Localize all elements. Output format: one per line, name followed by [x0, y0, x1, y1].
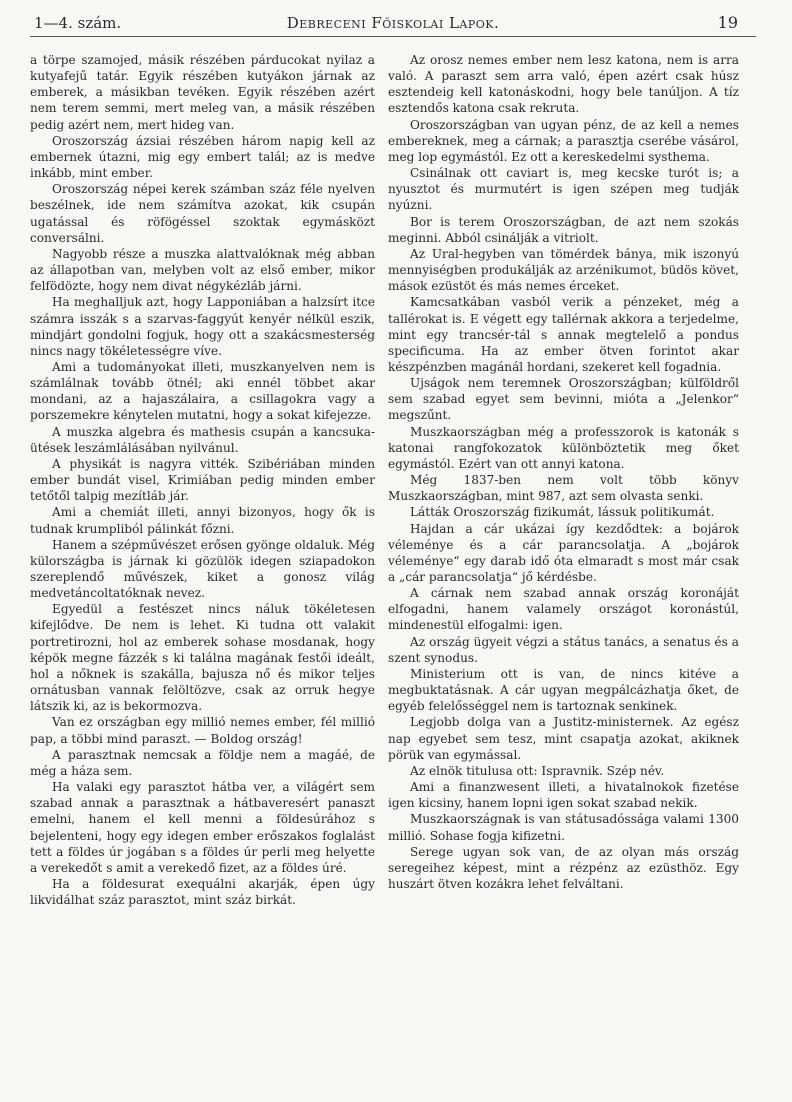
paragraph: A cárnak nem szabad annak ország koronáját elfogadni, hanem valamely országot koronástúl, mindenestül elfogalmi: igen.: [388, 586, 739, 633]
paragraph: Hanem a szépművészet erősen gyönge oldaluk. Még külországba is járnak ki gözülök idegen sziapadokon szereplendő művészek, kiket a gonosz világ medvetáncoltatóknak nevez.: [30, 537, 375, 601]
paragraph: Ha meghalljuk azt, hogy Lapponiában a halzsírt itce számra isszák s a szarvas-faggyút kenyér nélkül eszik, mindjárt gondolni fogjuk, hogy ott a szakácsmesterség nincs nagy tökéletességre víve.: [30, 295, 375, 358]
paragraph: Serege ugyan sok van, de az olyan más ország seregeihez képest, mint a rézpénz az ezüsthöz. Egy huszárt ötven kozákra lehet felváltani.: [388, 844, 739, 891]
paragraph: Az orosz nemes ember nem lesz katona, nem is arra való. A paraszt sem arra való, épen azért csak húsz esztendeig kell katonáskodni, hogy bele tanúljon. A tíz esztendős katona csak rekruta.: [388, 53, 739, 116]
paragraph: Oroszországban van ugyan pénz, de az kell a nemes embereknek, meg a cárnak; a parasztja cserébe vásárol, meg lop egymástól. Ez ott a kereskedelmi systhema.: [388, 117, 739, 164]
paragraph: Egyedül a festészet nincs náluk tökéletesen kifejlődve. De nem is lehet. Ki tudna ott valakit portretirozni, hol az emberek sohase mosdanak, hogy képök megne fázzék s ki találna magának festői ideált, hol a nőknek is szakálla, bajusza nő és mikor teljes ornátusban vannak felöltözve, csak az orruk hegye látszik ki, az is bekormozva.: [30, 602, 375, 714]
paragraph: Oroszország népei kerek számban száz féle nyelven beszélnek, ide nem számítva azokat, kik csupán ugatással és röfögéssel szoktak egymásközt conversálni.: [30, 182, 375, 245]
paragraph: Bor is terem Oroszországban, de azt nem szokás meginni. Abból csinálják a vitriolt.: [388, 214, 739, 245]
paragraph: Ami a finanzwesent illeti, a hivatalnokok fizetése igen kicsiny, hanem lopni igen sokat szabad nekik.: [388, 780, 739, 811]
paragraph: Ha valaki egy parasztot hátba ver, a világért sem szabad annak a parasztnak a hátbaveresért panaszt emelni, hanem el kell menni a földesúrához s bejelenteni, hogy egy idegen ember erőszakos foglalást tett a földes úr jogában s a földes úr perli meg helyette a verekedőt s amit a verekedő fizet, az a földes úré.: [30, 780, 375, 875]
paragraph: Muszkaországban még a professzorok is katonák s katonai rangfokozatok különböztetik meg őket egymástól. Ezért van ott annyi katona.: [388, 424, 739, 471]
paragraph: Muszkaországnak is van státusadóssága valami 1300 millió. Sohase fogja kifizetni.: [388, 812, 739, 843]
paragraph: Hajdan a cár ukázai így kezdődtek: a bojárok véleménye és a cár parancsolatja. A „bojárok véleménye“ egy darab idő óta elmaradt s most már csak a „cár parancsolatja“ jő kérdésbe.: [388, 521, 739, 584]
paragraph: Ami a tudományokat illeti, muszkanyelven nem is számlálnak tovább ötnél; aki ennél többet akar mondani, az a hajaszálaira, a csillagokra vagy a porszemekre kénytelen mutatni, hogy a sokat kifejezze.: [30, 359, 375, 423]
paragraph: Az elnök titulusa ott: Ispravnik. Szép név.: [410, 763, 665, 778]
paragraph: Ami a chemiát illeti, annyi bizonyos, hogy ők is tudnak krumpliból pálinkát főzni.: [30, 505, 375, 536]
paragraph: Ha a földesurat exequálni akarják, épen úgy likvidálhat száz parasztot, mint száz birkát.: [30, 876, 375, 908]
paragraph: Van ez országban egy millió nemes ember, fél millió pap, a többi mind paraszt. — Boldog ország!: [30, 715, 375, 746]
paragraph: Nagyobb része a muszka alattvalóknak még abban az állapotban van, melyben volt az első ember, mikor felfödözte, hogy nem divat négykézláb járni.: [30, 246, 375, 294]
paragraph: a törpe szamojed, másik részében párducokat nyilaz a kutyafejű tatár. Egyik részében kutyákon járnak az emberek, a másikban tevéken. Egyik részében azért nem terem semmi, mert meleg van, a másik részében pedig azért nem, mert hideg van.: [30, 53, 375, 132]
paragraph: Az ország ügyeit végzi a státus tanács, a senatus és a szent synodus.: [388, 634, 739, 665]
paragraph: A physikát is nagyra vitték. Szibériában minden ember bundát visel, Krimiában pedig minden ember tetőtől talpig mezítláb jár.: [30, 456, 375, 504]
paragraph: Oroszország ázsiai részében három napig kell az embernek útazni, mig egy embert talál; az is medve inkább, mint ember.: [30, 133, 375, 181]
paragraph: Legjobb dolga van a Justitz-ministernek. Az egész nap egyebet sem tesz, mint csapatja azokat, akiknek pörük van egymással.: [388, 715, 739, 762]
left-column: [30, 52, 375, 908]
paragraph: A parasztnak nemcsak a földje nem a magáé, de még a háza sem.: [30, 747, 375, 778]
issue-number: 1—4. szám.: [34, 14, 122, 32]
right-column: [388, 52, 739, 892]
page-header: [30, 10, 756, 37]
page-number: 19: [717, 13, 738, 32]
paragraph: Még 1837-ben nem volt több könyv Muszkaországban, mint 987, azt sem olvasta senki.: [388, 473, 739, 504]
paragraph: Látták Oroszország fizikumát, lássuk politikumát.: [410, 505, 715, 520]
paragraph: Ministerium ott is van, de nincs kitéve a megbuktatásnak. A cár ugyan megpálcázhatja őket, de egyéb felelősséggel nem is tartoznak senkinek.: [388, 666, 739, 714]
paragraph: Ujságok nem teremnek Oroszországban; külföldről sem szabad egyet sem bevinni, mióta a „Jelenkor“ megszűnt.: [388, 376, 739, 423]
paragraph: Csinálnak ott caviart is, meg kecske turót is; a nyusztot és murmutért is igen szépen meg tudják nyúzni.: [388, 166, 739, 213]
paragraph: A muszka algebra és mathesis csupán a kancsuka-ütések leszámlálásában nyilvánul.: [30, 424, 375, 455]
paragraph: Kamcsatkában vasból verik a pénzeket, még a tallérokat is. E végett egy tallérnak akkora a terjedelme, mint egy trancsér-tál s annak megtelelő a pondus specificuma. Ha az ember ötven forintot akar készpénzben magánál hordani, szekeret kell fogadnia.: [388, 295, 739, 374]
paragraph: Az Ural-hegyben van tömérdek bánya, mik iszonyú mennyiségben produkálják az arzénikumot, büdös követ, mások ezüstöt és más nemes érceket.: [388, 246, 739, 294]
journal-title: Debreceni Főiskolai Lapok.: [286, 14, 500, 32]
